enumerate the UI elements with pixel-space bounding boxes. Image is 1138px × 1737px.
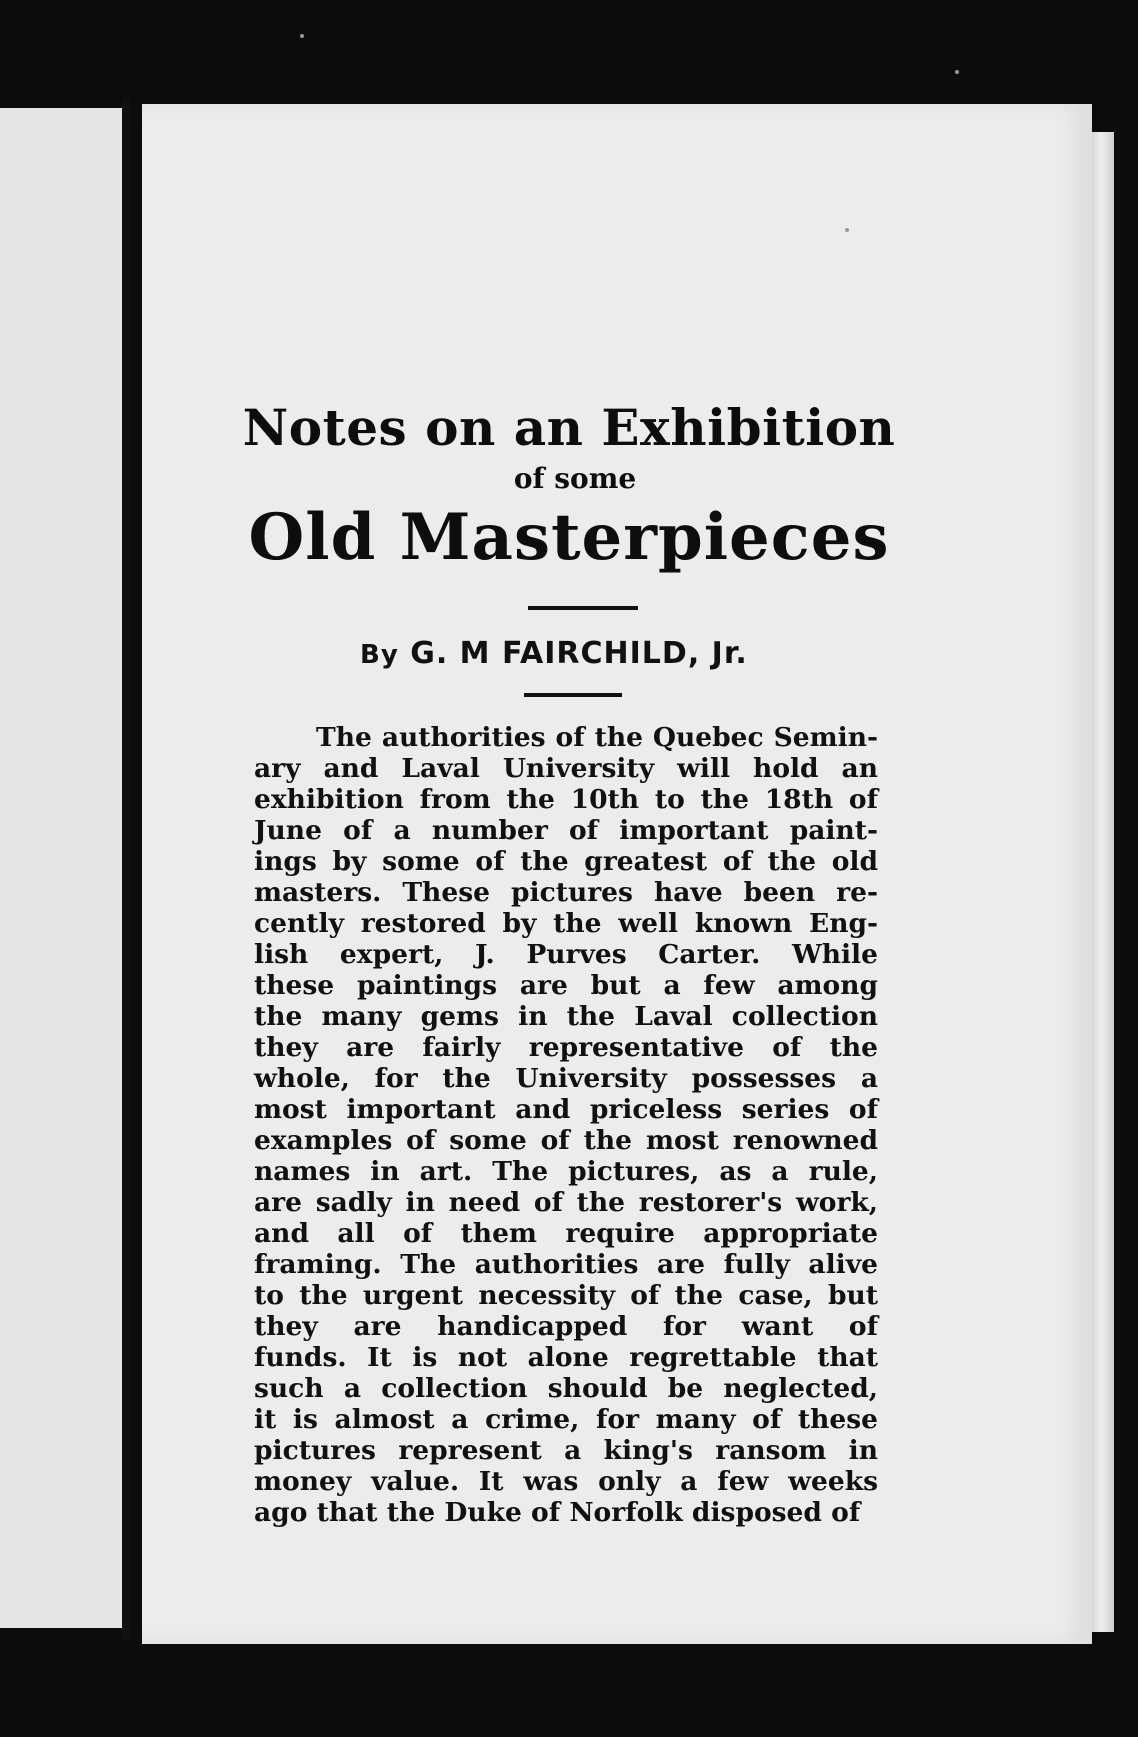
body-line: most important and priceless series of — [254, 1094, 878, 1125]
title-line-2: of some — [513, 462, 637, 495]
body-line: money value. It was only a few weeks — [254, 1466, 878, 1497]
body-line: it is almost a crime, for many of these — [254, 1404, 878, 1435]
byline-divider — [524, 693, 622, 697]
body-line: the many gems in the Laval collection — [254, 1001, 878, 1032]
body-line: they are fairly representative of the — [254, 1032, 878, 1063]
body-line: framing. The authorities are fully alive — [254, 1249, 878, 1280]
body-line: these paintings are but a few among — [254, 970, 878, 1001]
scan-speck — [955, 70, 959, 74]
byline-prefix: By — [360, 640, 399, 670]
binding-edge — [122, 100, 130, 1640]
body-line: are sadly in need of the restorer's work, — [254, 1187, 878, 1218]
body-line: June of a number of important paint- — [254, 815, 878, 846]
body-line: ary and Laval University will hold an — [254, 753, 878, 784]
page-edge-shadow — [1092, 132, 1114, 1632]
body-line: masters. These pictures have been re- — [254, 877, 878, 908]
article-body — [254, 722, 878, 1528]
body-line: cently restored by the well known Eng- — [254, 908, 878, 939]
body-line: such a collection should be neglected, — [254, 1373, 878, 1404]
byline — [360, 636, 820, 671]
title-divider — [528, 606, 638, 610]
body-line: whole, for the University possesses a — [254, 1063, 878, 1094]
body-line: The authorities of the Quebec Semin- — [316, 722, 878, 753]
body-line: exhibition from the 10th to the 18th of — [254, 784, 878, 815]
byline-author: G. M FAIRCHILD, Jr. — [410, 636, 748, 671]
body-line: ago that the Duke of Norfolk disposed of — [254, 1497, 861, 1528]
body-line: ings by some of the greatest of the old — [254, 846, 878, 877]
scan-speck — [300, 34, 304, 38]
body-line: names in art. The pictures, as a rule, — [254, 1156, 878, 1187]
body-line: they are handicapped for want of — [254, 1311, 878, 1342]
body-line: examples of some of the most renowned — [254, 1125, 878, 1156]
body-line: pictures represent a king's ransom in — [254, 1435, 878, 1466]
title-line-3: Old Masterpieces — [248, 500, 890, 575]
body-line: and all of them require appropriate — [254, 1218, 878, 1249]
body-line: to the urgent necessity of the case, but — [254, 1280, 878, 1311]
scan-speck — [845, 228, 849, 232]
body-line: lish expert, J. Purves Carter. While — [254, 939, 878, 970]
body-line: funds. It is not alone regrettable that — [254, 1342, 878, 1373]
title-line-1: Notes on an Exhibition — [242, 398, 896, 457]
left-page-fragment — [0, 108, 128, 1628]
